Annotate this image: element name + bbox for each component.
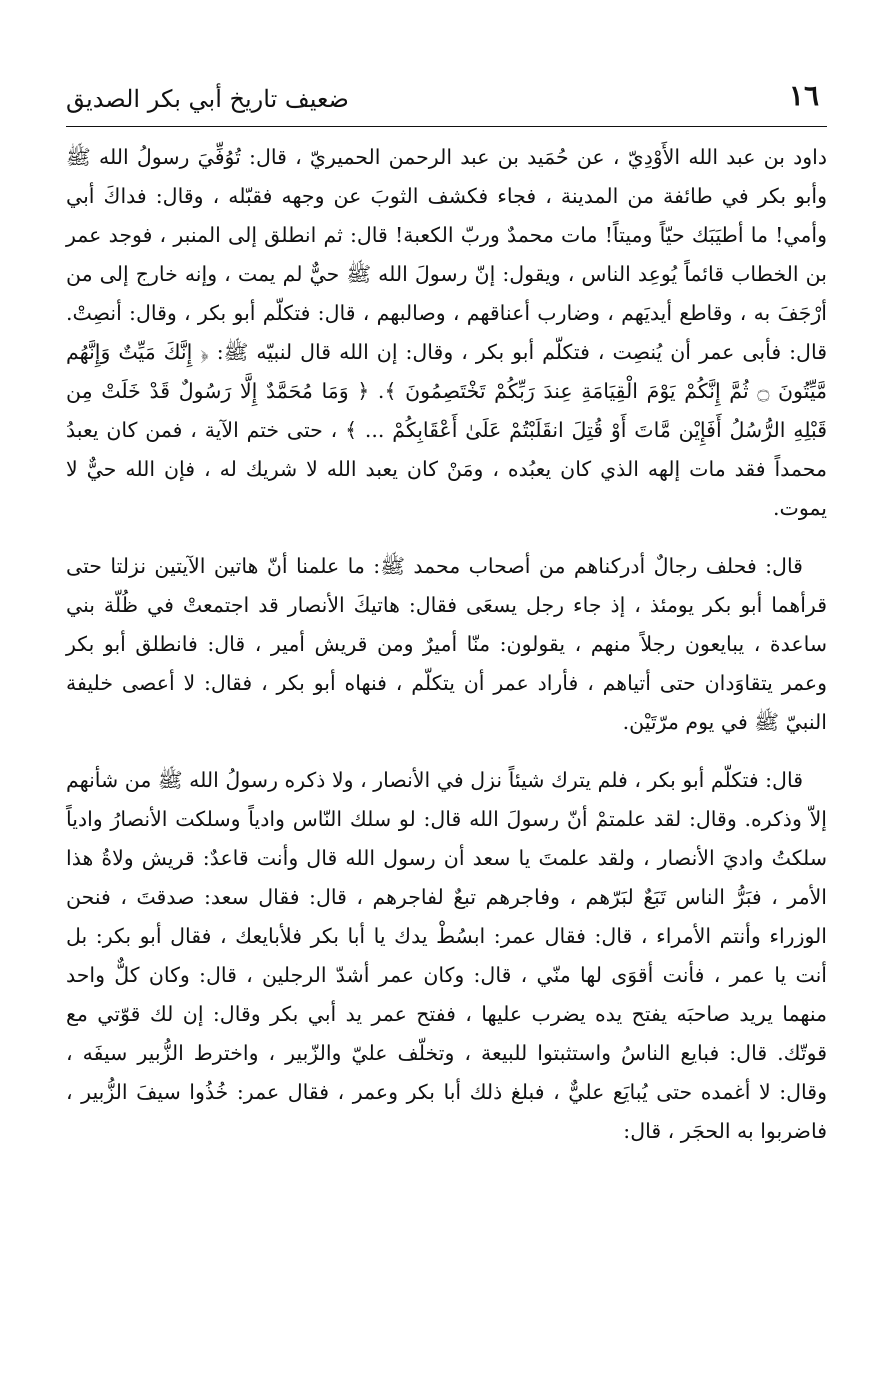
page-number: ١٦: [788, 79, 819, 112]
running-title: ضعيف تاريخ أبي بكر الصديق: [66, 85, 349, 113]
paragraph-2: قال: فحلف رجالٌ أدركناهم من أصحاب محمد ﷺ: ما علمنا أنّ هاتين الآيتين نزلتا حتى قرأهما أبو بكر يومئذ ، إذ جاء رجل يسعَى فقال: هاتيكَ الأنصار قد اجتمعتْ في ظُلّة بني ساعدة ، يبايعون رجلاً منهم ، يقولون: منّا أميرٌ ومن قريش أمير ، قال: فانطلق أبو بكر وعمر يتقاوَدان حتى أتياهم ، فأراد عمر أن يتكلّم ، فنهاه أبو بكر ، فقال: لا أعصى خليفة النبيّ ﷺ في يوم مرّتَيْن.: [66, 554, 827, 734]
paragraph-3: قال: فتكلّم أبو بكر ، فلم يترك شيئاً نزل في الأنصار ، ولا ذكره رسولُ الله ﷺ من شأنهم إلاّ وذكره. وقال: لقد علمتمْ أنّ رسولَ الله قال: لو سلك النّاس وادياً وسلكت الأنصارُ وادياً سلكتُ واديَ الأنصار ، ولقد علمتَ يا سعد أن رسول الله قال وأنت قاعدٌ: قريش ولاةُ هذا الأمر ، فبَرُّ الناس تَبَعٌ لبَرّهم ، وفاجرهم تبعٌ لفاجرهم ، قال: فقال سعد: صدقتَ ، فنحن الوزراء وأنتم الأمراء ، قال: فقال عمر: ابسُطْ يدك يا أبا بكر فلأبايعك ، فقال أبو بكر: بل أنت يا عمر ، فأنت أقوَى لها منّي ، قال: وكان عمر أشدّ الرجلين ، قال: وكان كلٌّ واحد منهما يريد صاحبَه يفتح يده يضرب عليها ، ففتح عمر يد أبي بكر وقال: إن لك قوّتي مع قوتّك. قال: فبايع الناسُ واستثبتوا للبيعة ، وتخلّف عليّ والزّبير ، واخترط الزُّبير سيفَه ، وقال: لا أغمده حتى يُبايَع عليٌّ ، فبلغ ذلك أبا بكر وعمر ، فقال عمر: خُذُوا سيفَ الزُّبير ، فاضربوا به الحجَر ، قال:: [66, 768, 827, 1143]
page-body: [66, 138, 827, 1151]
page-header: [66, 78, 827, 127]
paragraph-1: داود بن عبد الله الأَوْدِيّ ، عن حُمَيد بن عبد الرحمن الحميريّ ، قال: تُوُفِّيَ رسولُ الله ﷺ وأبو بكر في طائفة من المدينة ، فجاء فكشف الثوبَ عن وجهه فقبّله ، وقال: فداكَ أبي وأمي! ما أطيَبَك حيّاً وميتاً! مات محمدٌ وربّ الكعبة! قال: ثم انطلق إلى المنبر ، فوجد عمر بن الخطاب قائماً يُوعِد الناس ، ويقول: إنّ رسولَ الله ﷺ حيٌّ لم يمت ، وإنه خارج إلى من أرْجَفَ به ، وقاطع أيديَهم ، وضارب أعناقهم ، وصالبهم ، قال: فتكلّم أبو بكر ، وقال: أنصِتْ. قال: فأبى عمر أن يُنصِت ، فتكلّم أبو بكر ، وقال: إن الله قال لنبيّه ﷺ: ﴿ إِنَّكَ مَيِّتٌ وَإِنَّهُم مَّيِّتُونَ ۝ ثُمَّ إِنَّكُمْ يَوْمَ الْقِيَامَةِ عِندَ رَبِّكُمْ تَخْتَصِمُونَ ﴾. ﴿ وَمَا مُحَمَّدٌ إِلَّا رَسُولٌ قَدْ خَلَتْ مِن قَبْلِهِ الرُّسُلُ أَفَإِيْن مَّاتَ أَوْ قُتِلَ انقَلَبْتُمْ عَلَىٰ أَعْقَابِكُمْ ... ﴾ ، حتى ختم الآية ، فمن كان يعبدُ محمداً فقد مات إلهه الذي كان يعبُده ، ومَنْ كان يعبد الله لا شريك له ، فإن الله حيٌّ لا يموت.: [66, 145, 827, 520]
